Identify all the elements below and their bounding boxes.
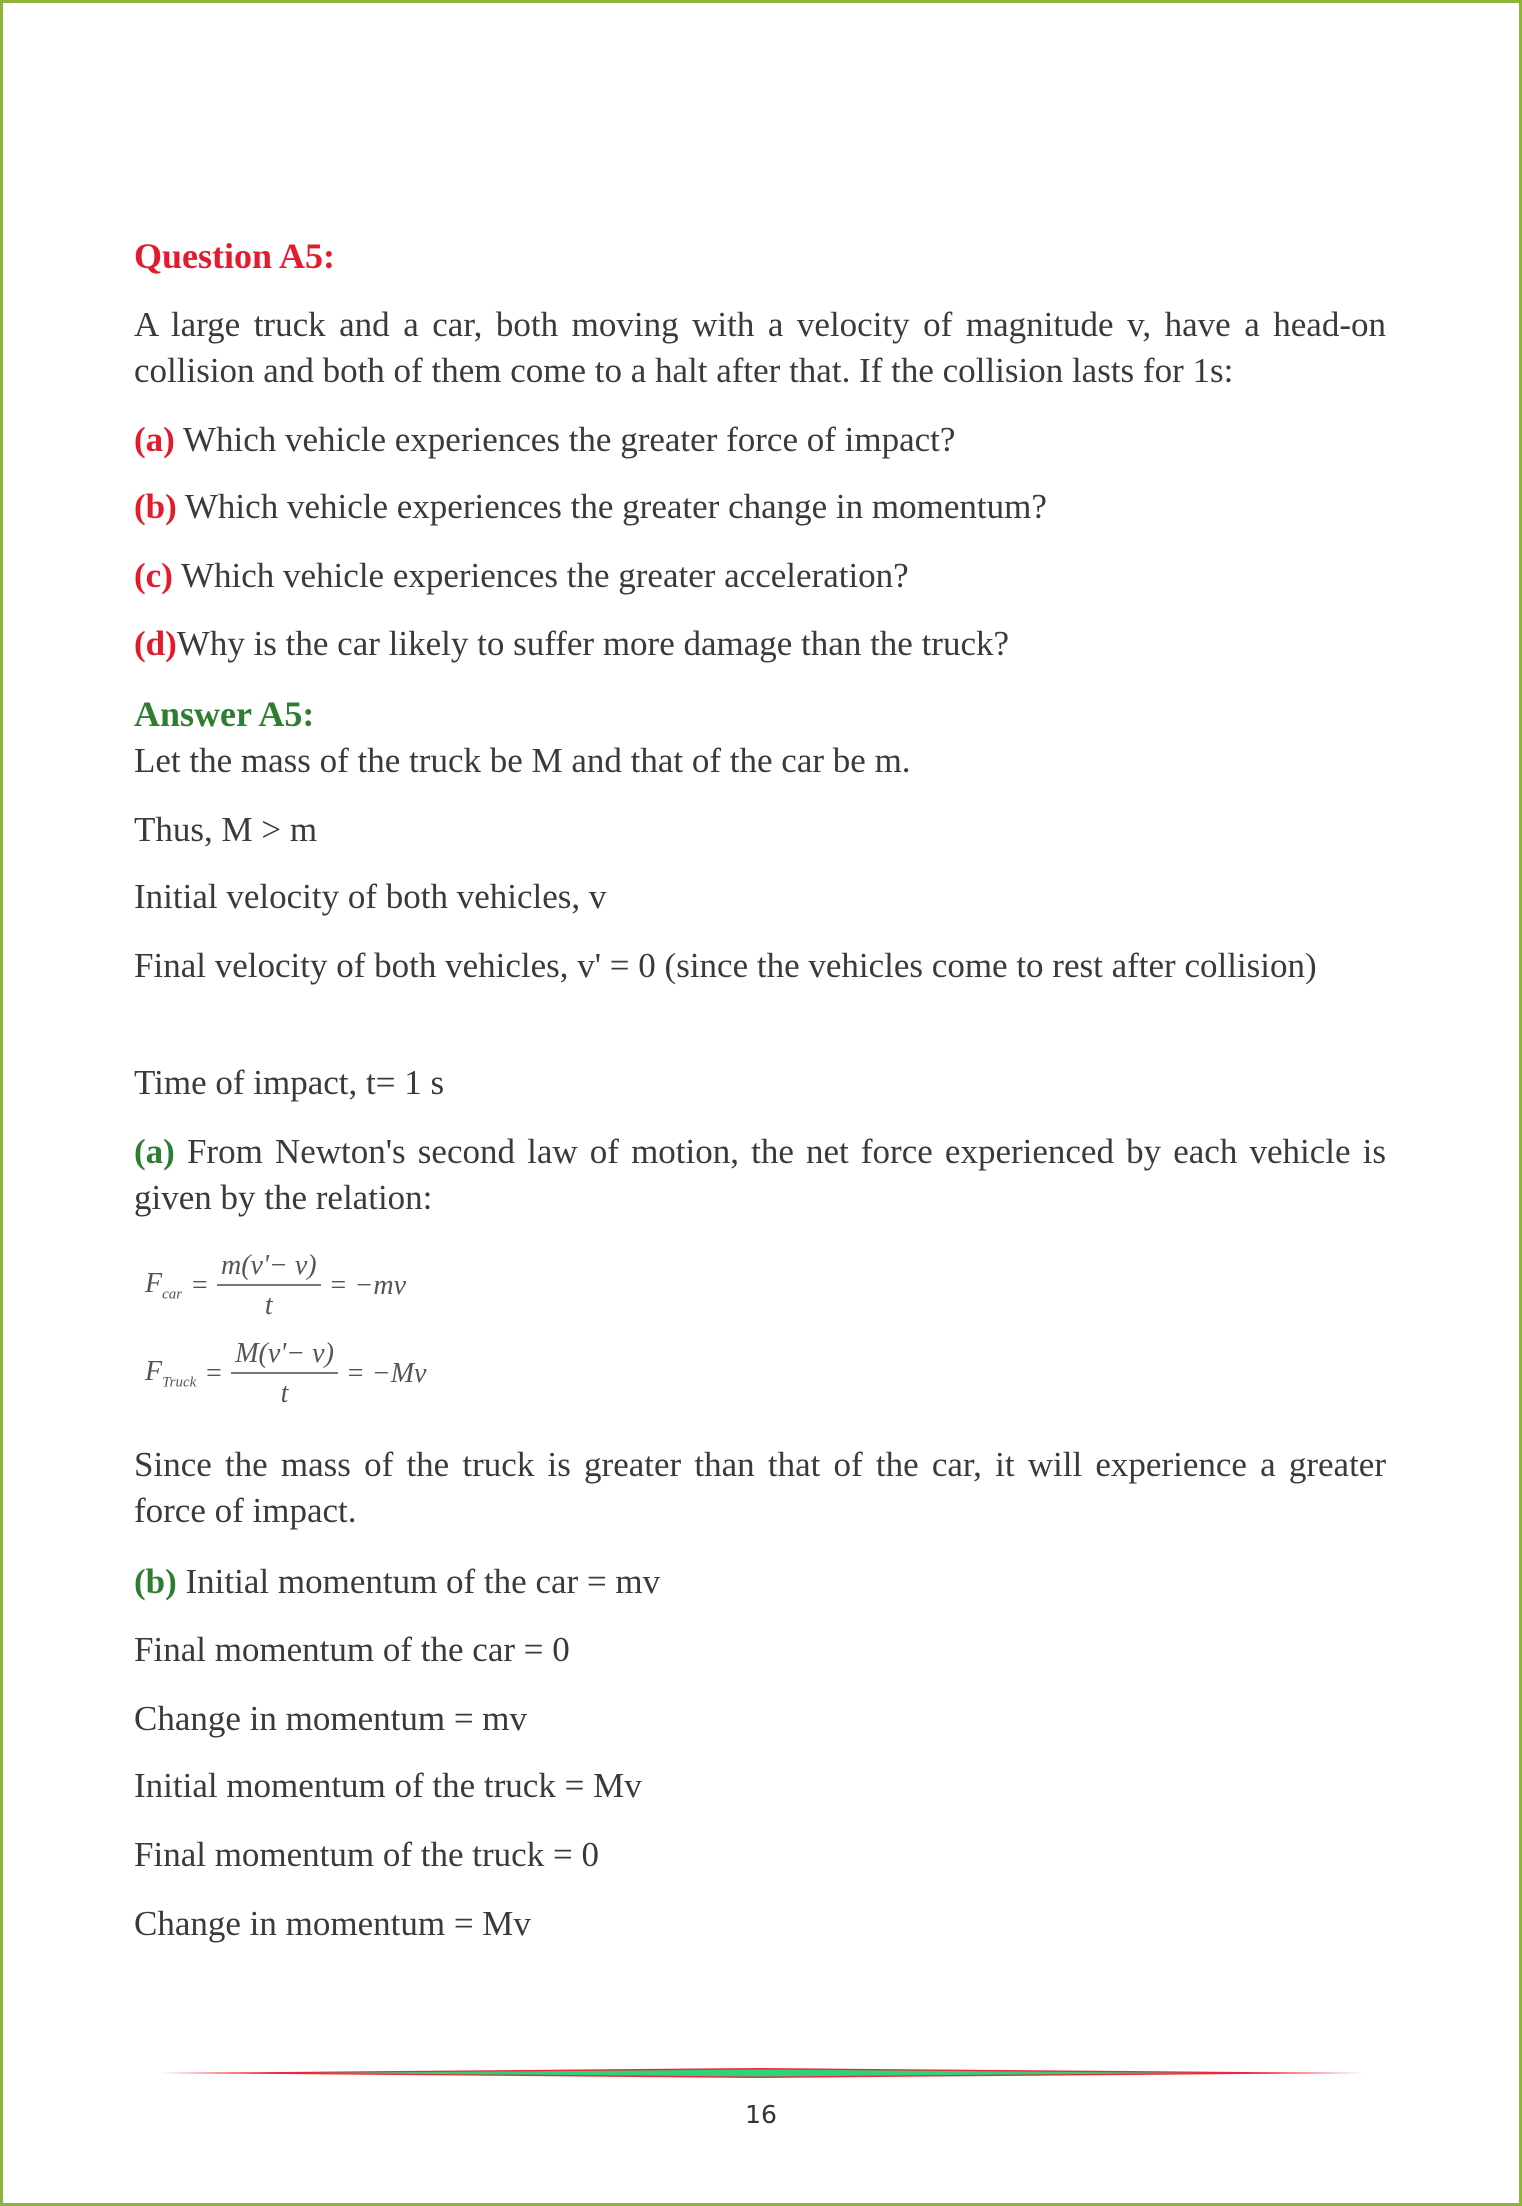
- answer-part-b: [134, 1559, 1386, 1605]
- question-title: Question A5:: [134, 236, 336, 276]
- eq-sub: car: [162, 1286, 183, 1303]
- answer-line: Initial momentum of the truck = Mv: [134, 1766, 642, 1805]
- question-part-b: [134, 484, 1386, 530]
- answer-line: Change in momentum = mv: [134, 1699, 528, 1738]
- part-text: Initial momentum of the car = mv: [176, 1562, 661, 1601]
- answer-title: Answer A5:: [134, 694, 315, 734]
- answer-line: Final momentum of the truck = 0: [134, 1835, 599, 1874]
- question-part-c: [134, 553, 1386, 599]
- eq-numerator: M(v'− v): [231, 1338, 338, 1374]
- eq-rhs: = −Mv: [345, 1358, 427, 1389]
- equation-force-truck: $F_{Truck}$ = $\frac{M(v'- v)}{t}$ = −Mv: [145, 1338, 427, 1409]
- question-part-a: [134, 417, 1386, 463]
- part-text: Why is the car likely to suffer more damage than the truck?: [176, 624, 1010, 663]
- answer-line: Let the mass of the truck be M and that of the car be m.: [134, 741, 911, 780]
- part-label: (a): [134, 420, 175, 459]
- eq-denominator: t: [264, 1290, 273, 1321]
- eq-lhs: F: [145, 1268, 163, 1300]
- answer-line: Initial velocity of both vehicles, v: [134, 877, 607, 916]
- eq-denominator: t: [280, 1378, 289, 1409]
- part-label: (d): [134, 624, 177, 663]
- part-text: From Newton's second law of motion, the net force experienced by each vehicle is given by the relation:: [134, 1132, 1386, 1217]
- part-text: Which vehicle experiences the greater acceleration?: [172, 556, 909, 595]
- question-text: A large truck and a car, both moving with a velocity of magnitude v, have a head-on collision and both of them come to a halt after that. If the collision lasts for 1s:: [134, 305, 1386, 390]
- eq-numerator: m(v'− v): [217, 1250, 321, 1286]
- eq-lhs: F: [145, 1356, 163, 1388]
- answer-line: Final momentum of the car = 0: [134, 1630, 570, 1669]
- answer-line: Final velocity of both vehicles, v' = 0 (since the vehicles come to rest after collision): [134, 946, 1317, 985]
- part-text: Which vehicle experiences the greater change in momentum?: [176, 487, 1047, 526]
- answer-line: Since the mass of the truck is greater than that of the car, it will experience a greater force of impact.: [134, 1445, 1386, 1530]
- answer-line: Change in momentum = Mv: [134, 1904, 531, 1943]
- page-number: 16: [745, 2100, 777, 2129]
- part-label: (b): [134, 1562, 177, 1601]
- footer-divider: [158, 2068, 1364, 2078]
- eq-rhs: = −mv: [328, 1270, 407, 1301]
- answer-line: Thus, M > m: [134, 810, 318, 849]
- answer-part-a: [134, 1129, 1386, 1221]
- answer-line: Time of impact, t= 1 s: [134, 1063, 445, 1102]
- part-label: (b): [134, 487, 177, 526]
- eq-sub: Truck: [162, 1374, 197, 1391]
- equation-force-car: $F_{car}$ = $\frac{m(v'- v)}{t}$ = −mv: [145, 1250, 407, 1321]
- part-text: Which vehicle experiences the greater force of impact?: [174, 420, 956, 459]
- part-label: (a): [134, 1132, 175, 1171]
- question-part-d: [134, 621, 1386, 667]
- part-label: (c): [134, 556, 173, 595]
